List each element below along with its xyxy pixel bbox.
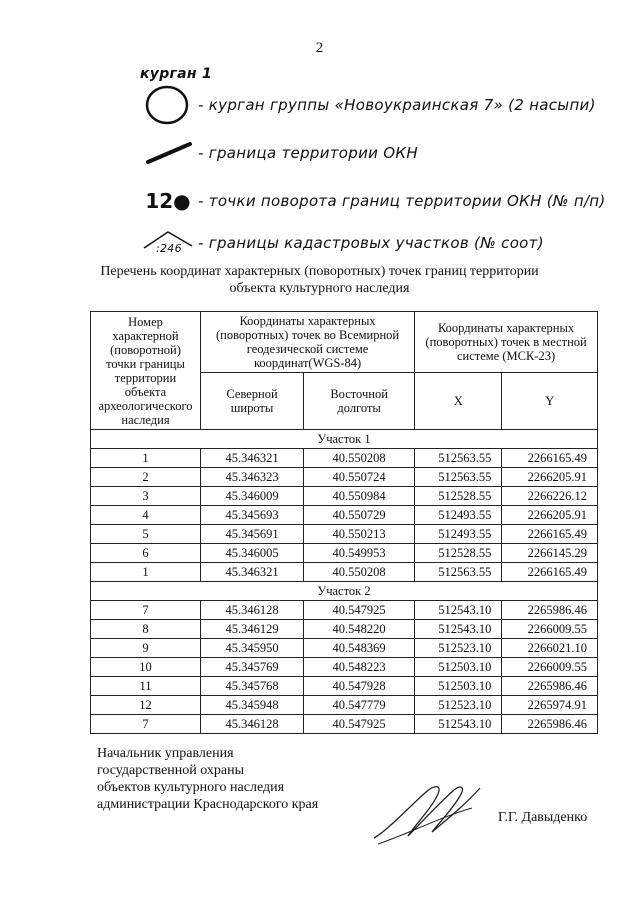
x-cell: 512528.55 xyxy=(415,544,502,563)
north-latitude-cell: 45.346128 xyxy=(201,715,304,734)
table-row xyxy=(91,696,598,715)
point-number-cell: 1 xyxy=(91,563,201,582)
y-cell: 2265986.46 xyxy=(502,715,598,734)
header-east-longitude: Восточной долготы xyxy=(304,373,415,430)
east-longitude-cell: 40.547779 xyxy=(304,696,415,715)
east-longitude-cell: 40.548220 xyxy=(304,620,415,639)
y-cell: 2266009.55 xyxy=(502,620,598,639)
y-cell: 2266009.55 xyxy=(502,658,598,677)
east-longitude-cell: 40.548223 xyxy=(304,658,415,677)
signatory-title-line: объектов культурного наследия xyxy=(97,780,285,795)
y-cell: 2265974.91 xyxy=(502,696,598,715)
north-latitude-cell: 45.346323 xyxy=(201,468,304,487)
thick-line-icon xyxy=(138,136,198,170)
east-longitude-cell: 40.550729 xyxy=(304,506,415,525)
y-cell: 2266205.91 xyxy=(502,468,598,487)
section-title: Участок 1 xyxy=(91,430,598,449)
y-cell: 2266205.91 xyxy=(502,506,598,525)
signatory-title-line: Начальник управления xyxy=(97,746,234,761)
coordinates-table xyxy=(90,311,598,734)
y-cell: 2265986.46 xyxy=(502,601,598,620)
legend-item-label: - граница территории ОКН xyxy=(198,144,418,162)
east-longitude-cell: 40.547925 xyxy=(304,715,415,734)
east-longitude-cell: 40.550208 xyxy=(304,563,415,582)
legend-item-label: - курган группы «Новоукраинская 7» (2 насыпи) xyxy=(198,96,596,114)
x-cell: 512528.55 xyxy=(415,487,502,506)
east-longitude-cell: 40.547925 xyxy=(304,601,415,620)
north-latitude-cell: 45.346129 xyxy=(201,620,304,639)
legend-item-label: - границы кадастровых участков (№ соот) xyxy=(198,234,544,252)
point-number-cell: 2 xyxy=(91,468,201,487)
north-latitude-cell: 45.345691 xyxy=(201,525,304,544)
table-row xyxy=(91,487,598,506)
handwritten-signature xyxy=(368,778,488,853)
x-cell: 512563.55 xyxy=(415,468,502,487)
north-latitude-cell: 45.345769 xyxy=(201,658,304,677)
table-section-row xyxy=(91,582,598,601)
point-number-cell: 9 xyxy=(91,639,201,658)
signatory-title-line: государственной охраны xyxy=(97,763,245,778)
table-row xyxy=(91,639,598,658)
x-cell: 512563.55 xyxy=(415,563,502,582)
point-marker-icon: 12● xyxy=(145,189,191,213)
north-latitude-cell: 45.345950 xyxy=(201,639,304,658)
table-row xyxy=(91,677,598,696)
table-row xyxy=(91,449,598,468)
list-title-line: Перечень координат характерных (поворотных) точек границ территории xyxy=(100,264,539,279)
north-latitude-cell: 45.346321 xyxy=(201,563,304,582)
east-longitude-cell: 40.548369 xyxy=(304,639,415,658)
x-cell: 512523.10 xyxy=(415,639,502,658)
table-row xyxy=(91,658,598,677)
y-cell: 2266226.12 xyxy=(502,487,598,506)
table-row xyxy=(91,620,598,639)
header-wgs84: Координаты характерных (поворотных) точек во Всемирной геодезической системе координат(WGS-84) xyxy=(201,312,415,373)
north-latitude-cell: 45.345693 xyxy=(201,506,304,525)
east-longitude-cell: 40.550213 xyxy=(304,525,415,544)
point-number-cell: 7 xyxy=(91,601,201,620)
table-row xyxy=(91,715,598,734)
list-title-line: объекта культурного наследия xyxy=(229,281,410,296)
header-north-latitude: Северной широты xyxy=(201,373,304,430)
x-cell: 512563.55 xyxy=(415,449,502,468)
signer-name: Г.Г. Давыденко xyxy=(498,810,588,825)
legend-title: курган 1 xyxy=(140,66,213,82)
header-x: X xyxy=(415,373,502,430)
point-number-cell: 5 xyxy=(91,525,201,544)
legend-item-boundary xyxy=(138,136,418,170)
legend-item-label: - точки поворота границ территории ОКН (№ п/п) xyxy=(198,192,606,210)
x-cell: 512523.10 xyxy=(415,696,502,715)
east-longitude-cell: 40.547928 xyxy=(304,677,415,696)
legend-item-turn-points xyxy=(138,184,606,218)
table-row xyxy=(91,525,598,544)
table-section-row xyxy=(91,430,598,449)
north-latitude-cell: 45.346321 xyxy=(201,449,304,468)
header-point-number: Номер характерной (поворотной) точки границы территории объекта археологического наследия xyxy=(91,312,201,430)
x-cell: 512543.10 xyxy=(415,601,502,620)
east-longitude-cell: 40.549953 xyxy=(304,544,415,563)
point-number-cell: 8 xyxy=(91,620,201,639)
table-row xyxy=(91,563,598,582)
x-cell: 512543.10 xyxy=(415,620,502,639)
north-latitude-cell: 45.346005 xyxy=(201,544,304,563)
cadastral-number: :246 xyxy=(156,242,182,255)
signatory-title-line: администрации Краснодарского края xyxy=(97,797,319,812)
point-number-cell: 6 xyxy=(91,544,201,563)
table-row xyxy=(91,468,598,487)
x-cell: 512493.55 xyxy=(415,525,502,544)
point-number-cell: 11 xyxy=(91,677,201,696)
list-title xyxy=(0,263,639,297)
y-cell: 2266145.29 xyxy=(502,544,598,563)
legend-item-mound xyxy=(138,88,596,122)
east-longitude-cell: 40.550724 xyxy=(304,468,415,487)
point-number-cell: 3 xyxy=(91,487,201,506)
point-number-cell: 7 xyxy=(91,715,201,734)
table-row xyxy=(91,506,598,525)
legend-item-cadastral xyxy=(138,226,544,260)
point-number-cell: 12 xyxy=(91,696,201,715)
y-cell: 2266021.10 xyxy=(502,639,598,658)
north-latitude-cell: 45.345768 xyxy=(201,677,304,696)
point-number-cell: 4 xyxy=(91,506,201,525)
circle-outline-icon xyxy=(138,88,198,122)
x-cell: 512543.10 xyxy=(415,715,502,734)
y-cell: 2266165.49 xyxy=(502,563,598,582)
table-row xyxy=(91,544,598,563)
section-title: Участок 2 xyxy=(91,582,598,601)
cadastral-angle-icon xyxy=(138,226,198,260)
y-cell: 2266165.49 xyxy=(502,449,598,468)
signature-block xyxy=(97,745,318,813)
north-latitude-cell: 45.346128 xyxy=(201,601,304,620)
north-latitude-cell: 45.346009 xyxy=(201,487,304,506)
east-longitude-cell: 40.550984 xyxy=(304,487,415,506)
east-longitude-cell: 40.550208 xyxy=(304,449,415,468)
point-number-cell: 1 xyxy=(91,449,201,468)
x-cell: 512493.55 xyxy=(415,506,502,525)
table-row xyxy=(91,601,598,620)
page-number: 2 xyxy=(315,40,324,56)
y-cell: 2266165.49 xyxy=(502,525,598,544)
point-number-cell: 10 xyxy=(91,658,201,677)
header-msk23: Координаты характерных (поворотных) точек в местной системе (МСК-23) xyxy=(415,312,598,373)
x-cell: 512503.10 xyxy=(415,677,502,696)
coordinates-table-body xyxy=(91,430,598,734)
north-latitude-cell: 45.345948 xyxy=(201,696,304,715)
header-y: Y xyxy=(502,373,598,430)
y-cell: 2265986.46 xyxy=(502,677,598,696)
x-cell: 512503.10 xyxy=(415,658,502,677)
